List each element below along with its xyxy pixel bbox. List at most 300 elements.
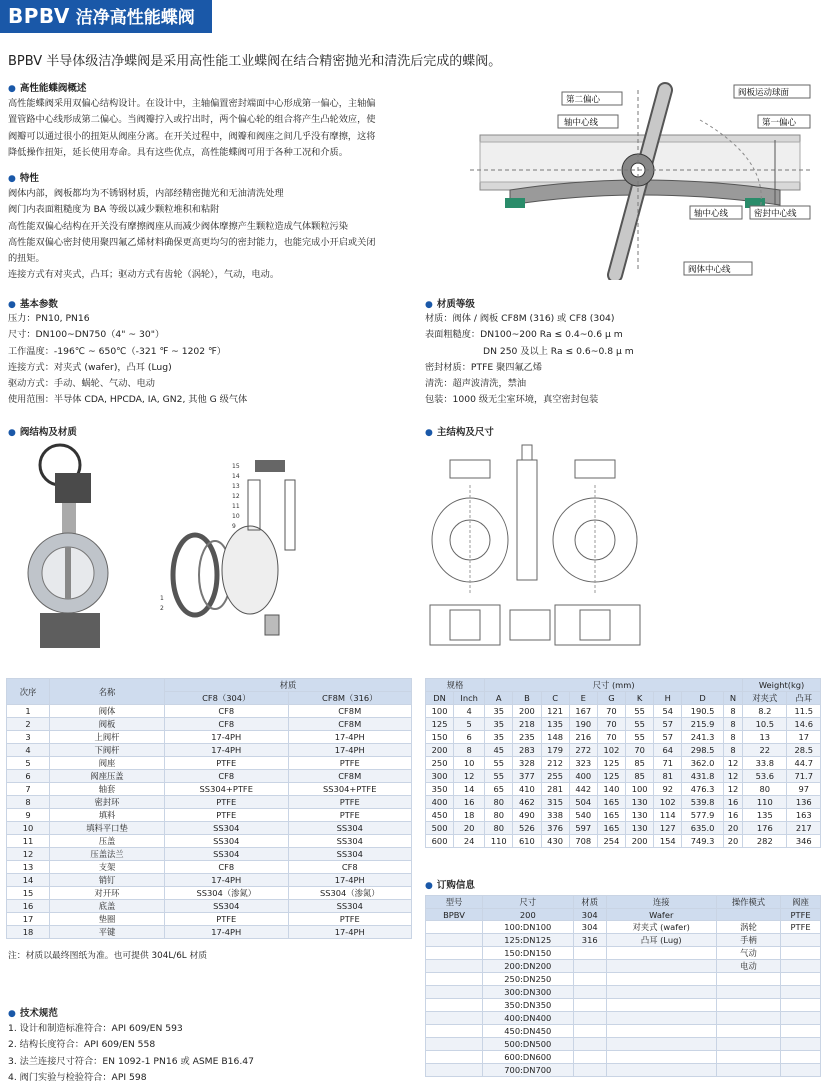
table-cell: 5 <box>454 718 485 731</box>
table-cell <box>426 1025 483 1038</box>
table-cell <box>781 999 821 1012</box>
table-cell: 490 <box>513 809 541 822</box>
table-cell: 431.8 <box>682 770 723 783</box>
table-cell: 281 <box>541 783 569 796</box>
table-cell: 700:DN700 <box>483 1064 574 1077</box>
table-cell: 14 <box>7 874 50 887</box>
table-row <box>7 874 412 887</box>
table-cell: SS304+PTFE <box>288 783 412 796</box>
table-cell: 165 <box>597 822 625 835</box>
table-cell: SS304 <box>288 835 412 848</box>
table-cell: 540 <box>569 809 597 822</box>
table-row <box>426 921 821 934</box>
table-cell: 200 <box>426 744 454 757</box>
table-cell: 350:DN350 <box>483 999 574 1012</box>
table-row <box>7 926 412 939</box>
table-cell: 17 <box>7 913 50 926</box>
table-cell: 13 <box>7 861 50 874</box>
table-cell: 338 <box>541 809 569 822</box>
table-row <box>7 731 412 744</box>
table-cell: 17-4PH <box>288 744 412 757</box>
table-row <box>426 783 821 796</box>
table-cell: 16 <box>454 796 485 809</box>
dim-col-header: 凸耳 <box>787 692 821 705</box>
table-cell: 54 <box>654 705 682 718</box>
table-cell: 对开环 <box>50 887 165 900</box>
table-cell <box>781 1038 821 1051</box>
table-cell <box>606 960 716 973</box>
table-cell: 100 <box>626 783 654 796</box>
order-heading: ● 订购信息 <box>425 877 475 891</box>
table-cell: 346 <box>787 835 821 848</box>
table-cell: 64 <box>654 744 682 757</box>
col-cf8m: CF8M（316） <box>288 692 412 705</box>
table-cell <box>426 947 483 960</box>
table-cell <box>606 1012 716 1025</box>
table-row <box>7 835 412 848</box>
table-row <box>426 973 821 986</box>
table-cell: 600 <box>426 835 454 848</box>
table-row <box>426 796 821 809</box>
table-cell: 10.5 <box>743 718 787 731</box>
table-cell: 476.3 <box>682 783 723 796</box>
table-cell: 80 <box>485 796 513 809</box>
subtitle: BPBV 半导体级洁净蝶阀是采用高性能工业蝶阀在结合精密抛光和清洗后完成的蝶阀。 <box>8 54 502 69</box>
dimension-table <box>425 678 821 848</box>
table-cell: PTFE <box>781 921 821 934</box>
table-cell: 323 <box>569 757 597 770</box>
order-table <box>425 895 821 1077</box>
table-cell <box>606 1025 716 1038</box>
table-cell: 手柄 <box>716 934 780 947</box>
table-cell: 16 <box>7 900 50 913</box>
table-cell: 130 <box>626 822 654 835</box>
table-cell: 80 <box>743 783 787 796</box>
table-cell: 125:DN125 <box>483 934 574 947</box>
overview-heading: ● 高性能蝶阀概述 <box>8 80 86 94</box>
table-cell: CF8M <box>288 770 412 783</box>
table-cell: 销钉 <box>50 874 165 887</box>
table-cell: 对夹式 (wafer) <box>606 921 716 934</box>
table-cell: 235 <box>513 731 541 744</box>
table-cell: 200 <box>626 835 654 848</box>
table-cell: 217 <box>787 822 821 835</box>
table-cell: 154 <box>654 835 682 848</box>
order-sub-header: 200 <box>483 909 574 921</box>
table-cell: 610 <box>513 835 541 848</box>
table-cell: 272 <box>569 744 597 757</box>
table-cell: 底盖 <box>50 900 165 913</box>
table-cell <box>781 973 821 986</box>
table-cell: 749.3 <box>682 835 723 848</box>
material-grade-heading: ● 材质等级 <box>425 296 475 310</box>
feature-line: 阀门内表面粗糙度为 BA 等级以减少颗粒堆积和粘附 <box>8 204 220 216</box>
table-cell: 8.2 <box>743 705 787 718</box>
table-cell: 635.0 <box>682 822 723 835</box>
table-cell: 55 <box>485 757 513 770</box>
table-cell: 阀体 <box>50 705 165 718</box>
basic-line: 工作温度：-196℃ ~ 650℃（-321 ℉ ~ 1202 ℉） <box>8 345 226 357</box>
table-cell: 密封环 <box>50 796 165 809</box>
table-cell <box>606 1051 716 1064</box>
overview-line: 置管路中心线形成第二偏心。当阀瓣拧入或拧出时，两个偏心轮的组合将产生凸轮效应，使 <box>8 114 376 126</box>
table-cell: 362.0 <box>682 757 723 770</box>
feature-line: 高性能双偏心密封使用聚四氟乙烯材料确保更高更均匀的密封能力，也能完成小开启或关闭 <box>8 236 376 248</box>
table-row <box>426 999 821 1012</box>
dim-col-header: N <box>723 692 742 705</box>
table-cell: 17-4PH <box>288 874 412 887</box>
table-cell: 504 <box>569 796 597 809</box>
table-cell: 10 <box>454 757 485 770</box>
table-cell: 垫圈 <box>50 913 165 926</box>
table-cell: 8 <box>723 731 742 744</box>
table-cell: 200 <box>513 705 541 718</box>
overview-line: 高性能蝶阀采用双偏心结构设计。在设计中，主轴偏置密封端面中心形成第一偏心，主轴偏 <box>8 98 376 109</box>
svg-text:13: 13 <box>232 483 240 490</box>
table-cell: 55 <box>626 718 654 731</box>
table-cell: PTFE <box>165 757 289 770</box>
table-row <box>7 861 412 874</box>
table-cell: 300:DN300 <box>483 986 574 999</box>
table-cell: 填料 <box>50 809 165 822</box>
table-cell: 165 <box>597 796 625 809</box>
order-col-header: 尺寸 <box>483 896 574 909</box>
table-cell: 350 <box>426 783 454 796</box>
valve-photo <box>10 443 140 653</box>
table-cell: 300 <box>426 770 454 783</box>
table-cell <box>716 1064 780 1077</box>
col-name: 名称 <box>50 679 165 705</box>
table-cell <box>426 1038 483 1051</box>
feature-line: 阀体内部，阀板都均为不锈钢材质，内部经精密抛光和无油清洗处理 <box>8 188 284 199</box>
table-cell: 55 <box>626 731 654 744</box>
table-cell: 216 <box>569 731 597 744</box>
table-row <box>7 770 412 783</box>
table-cell: 70 <box>626 744 654 757</box>
table-cell: 压盖 <box>50 835 165 848</box>
table-cell: SS304 <box>165 835 289 848</box>
table-cell: 12 <box>7 848 50 861</box>
table-cell: SS304+PTFE <box>165 783 289 796</box>
table-cell: 22 <box>743 744 787 757</box>
basic-line: 尺寸：DN100~DN750（4" ~ 30"） <box>8 329 165 341</box>
table-cell: 500:DN500 <box>483 1038 574 1051</box>
order-sub-header: BPBV <box>426 909 483 921</box>
table-row <box>426 1064 821 1077</box>
table-cell: 150:DN150 <box>483 947 574 960</box>
table-row <box>426 731 821 744</box>
table-cell: 430 <box>541 835 569 848</box>
table-cell: 100:DN100 <box>483 921 574 934</box>
table-cell: 11 <box>7 835 50 848</box>
table-cell: 190 <box>569 718 597 731</box>
table-cell <box>573 999 606 1012</box>
table-cell: 17-4PH <box>165 874 289 887</box>
table-cell: 148 <box>541 731 569 744</box>
table-cell: 255 <box>541 770 569 783</box>
table-cell: 328 <box>513 757 541 770</box>
dim-col-header: 对夹式 <box>743 692 787 705</box>
dim-col-header: G <box>597 692 625 705</box>
table-cell <box>716 1038 780 1051</box>
table-row <box>426 960 821 973</box>
table-row <box>426 770 821 783</box>
table-cell: 130 <box>626 796 654 809</box>
table-cell: 13 <box>743 731 787 744</box>
table-cell: 阀座 <box>50 757 165 770</box>
table-row <box>7 783 412 796</box>
table-cell: 539.8 <box>682 796 723 809</box>
table-row <box>7 900 412 913</box>
table-cell <box>606 1038 716 1051</box>
dim-col-header: DN <box>426 692 454 705</box>
table-cell: 130 <box>626 809 654 822</box>
table-cell: 14.6 <box>787 718 821 731</box>
table-cell: 16 <box>723 809 742 822</box>
page-title <box>0 0 212 33</box>
table-cell: 45 <box>485 744 513 757</box>
table-cell <box>573 960 606 973</box>
dim-weight-header: Weight(kg) <box>743 679 821 692</box>
col-cf8: CF8（304） <box>165 692 289 705</box>
tech-text <box>8 1021 254 1086</box>
table-cell: 压盖法兰 <box>50 848 165 861</box>
table-cell <box>573 1051 606 1064</box>
table-cell: 125 <box>426 718 454 731</box>
table-cell <box>426 921 483 934</box>
table-cell: 600:DN600 <box>483 1051 574 1064</box>
order-col-header: 型号 <box>426 896 483 909</box>
structure-heading: ● 阀结构及材质 <box>8 424 77 438</box>
table-cell: 17 <box>787 731 821 744</box>
dim-col-header: D <box>682 692 723 705</box>
dim-col-header: Inch <box>454 692 485 705</box>
table-cell: CF8M <box>288 705 412 718</box>
table-cell: 179 <box>541 744 569 757</box>
material-line: 材质：阀体 / 阀板 CF8M (316) 或 CF8 (304) <box>425 313 615 324</box>
basic-line: 压力：PN10, PN16 <box>8 313 90 324</box>
table-cell: 71 <box>654 757 682 770</box>
table-cell: SS304 <box>165 822 289 835</box>
table-cell: 8 <box>723 718 742 731</box>
table-cell: SS304 <box>165 848 289 861</box>
table-row <box>426 744 821 757</box>
table-cell: 442 <box>569 783 597 796</box>
table-cell: 176 <box>743 822 787 835</box>
material-line: 密封材质：PTFE 聚四氟乙烯 <box>425 361 543 373</box>
table-cell: 57 <box>654 731 682 744</box>
table-cell: 12 <box>723 757 742 770</box>
table-cell: 250:DN250 <box>483 973 574 986</box>
dim-col-header: H <box>654 692 682 705</box>
table-cell: 577.9 <box>682 809 723 822</box>
title-main: BPBV <box>8 4 70 28</box>
col-seq: 次序 <box>7 679 50 705</box>
table-cell <box>573 1064 606 1077</box>
exploded-view-drawing <box>160 450 310 660</box>
basic-line: 使用范围：半导体 CDA, HPCDA, IA, GN2, 其他 G 级气体 <box>8 394 248 406</box>
table-cell: 5 <box>7 757 50 770</box>
table-cell: 85 <box>626 770 654 783</box>
table-row <box>7 744 412 757</box>
table-cell: 57 <box>654 718 682 731</box>
table-cell: 20 <box>454 822 485 835</box>
table-cell: 53.6 <box>743 770 787 783</box>
table-cell: 81 <box>654 770 682 783</box>
table-cell <box>426 973 483 986</box>
table-cell: CF8 <box>165 718 289 731</box>
table-cell: 24 <box>454 835 485 848</box>
table-cell <box>716 986 780 999</box>
table-cell <box>573 1025 606 1038</box>
material-line: 清洗：超声波清洗，禁油 <box>425 378 527 390</box>
table-cell: PTFE <box>165 913 289 926</box>
table-cell: 462 <box>513 796 541 809</box>
title-rest: 洁净高性能蝶阀 <box>69 8 195 28</box>
valve-section-diagram <box>470 80 820 280</box>
tech-line: 1. 设计和制造标准符合：API 609/EN 593 <box>8 1023 183 1034</box>
order-col-header: 材质 <box>573 896 606 909</box>
order-sub-header: PTFE <box>781 909 821 921</box>
table-cell: 17-4PH <box>165 926 289 939</box>
table-cell: 电动 <box>716 960 780 973</box>
table-cell <box>781 1051 821 1064</box>
table-cell: 下阀杆 <box>50 744 165 757</box>
table-cell: 15 <box>7 887 50 900</box>
table-row <box>7 848 412 861</box>
table-cell: 298.5 <box>682 744 723 757</box>
basic-line: 连接方式：对夹式 (wafer)，凸耳 (Lug) <box>8 361 172 373</box>
table-row <box>7 913 412 926</box>
table-cell: 212 <box>541 757 569 770</box>
dim-col-header: C <box>541 692 569 705</box>
table-cell: 377 <box>513 770 541 783</box>
basic-heading: ● 基本参数 <box>8 296 58 310</box>
order-sub-header: Wafer <box>606 909 716 921</box>
table-cell: 500 <box>426 822 454 835</box>
label-second-offset: 第二偏心 <box>566 95 601 105</box>
overview-line: 阀瓣可以通过很小的扭矩从阀座分离。在开关过程中，阀瓣和阀座之间几乎没有摩擦，这将 <box>8 130 376 142</box>
table-cell <box>606 986 716 999</box>
table-cell: 85 <box>626 757 654 770</box>
order-col-header: 阀座 <box>781 896 821 909</box>
table-cell: 35 <box>485 705 513 718</box>
table-cell: 163 <box>787 809 821 822</box>
table-row <box>7 822 412 835</box>
table-cell: CF8M <box>288 718 412 731</box>
table-cell <box>426 1064 483 1077</box>
label-shaft-center-top: 轴中心线 <box>564 118 599 128</box>
table-cell: 254 <box>597 835 625 848</box>
table-cell: 708 <box>569 835 597 848</box>
table-cell: 阀座压盖 <box>50 770 165 783</box>
label-body-center: 阀体中心线 <box>688 265 731 275</box>
table-cell: 167 <box>569 705 597 718</box>
table-cell: 135 <box>541 718 569 731</box>
table-cell: 填料平口垫 <box>50 822 165 835</box>
table-cell <box>573 947 606 960</box>
table-cell: 17-4PH <box>165 744 289 757</box>
table-row <box>426 1012 821 1025</box>
order-col-header: 操作模式 <box>716 896 780 909</box>
svg-text:14: 14 <box>232 473 240 480</box>
table-cell: 215.9 <box>682 718 723 731</box>
svg-text:2: 2 <box>160 605 164 612</box>
table-cell: 65 <box>485 783 513 796</box>
table-cell: 涡轮 <box>716 921 780 934</box>
table-cell <box>606 999 716 1012</box>
material-grade-text <box>425 311 634 409</box>
table-cell: 450:DN450 <box>483 1025 574 1038</box>
table-cell: 127 <box>654 822 682 835</box>
table-cell: 526 <box>513 822 541 835</box>
tech-heading: ● 技术规范 <box>8 1005 58 1019</box>
table-cell: 17-4PH <box>288 926 412 939</box>
table-cell: PTFE <box>165 796 289 809</box>
table-cell: 97 <box>787 783 821 796</box>
features-text <box>8 186 376 284</box>
tech-line: 3. 法兰连接尺寸符合：EN 1092-1 PN16 或 ASME B16.47 <box>8 1055 254 1067</box>
svg-text:9: 9 <box>232 523 236 530</box>
table-cell: SS304（渗氮） <box>165 887 289 900</box>
table-cell: 凸耳 (Lug) <box>606 934 716 947</box>
table-cell: 12 <box>454 770 485 783</box>
table-cell: 阀板 <box>50 718 165 731</box>
table-cell: 平键 <box>50 926 165 939</box>
table-row <box>426 1025 821 1038</box>
table-cell: 150 <box>426 731 454 744</box>
table-cell: SS304 <box>288 900 412 913</box>
label-seal-center: 密封中心线 <box>754 209 797 219</box>
table-cell: CF8 <box>165 861 289 874</box>
table-cell: 283 <box>513 744 541 757</box>
table-cell: 8 <box>7 796 50 809</box>
table-row <box>7 887 412 900</box>
table-cell <box>716 1025 780 1038</box>
table-cell <box>781 1064 821 1077</box>
table-cell: 315 <box>541 796 569 809</box>
table-cell: 18 <box>454 809 485 822</box>
table-cell: 28.5 <box>787 744 821 757</box>
table-row <box>426 835 821 848</box>
table-cell <box>716 999 780 1012</box>
basic-text <box>8 311 247 409</box>
table-cell: 气动 <box>716 947 780 960</box>
dimension-drawings <box>425 440 820 675</box>
table-cell: SS304 <box>165 900 289 913</box>
table-cell: CF8 <box>288 861 412 874</box>
table-cell <box>781 934 821 947</box>
col-material: 材质 <box>165 679 412 692</box>
table-cell <box>781 960 821 973</box>
table-cell <box>426 986 483 999</box>
table-cell: 102 <box>597 744 625 757</box>
table-cell <box>426 1012 483 1025</box>
table-cell: 35 <box>485 731 513 744</box>
table-cell <box>781 986 821 999</box>
overview-line: 降低操作扭矩，延长使用寿命。具有这些优点，高性能蝶阀可用于各种工况和介质。 <box>8 146 348 158</box>
table-cell: 304 <box>573 921 606 934</box>
table-cell <box>426 999 483 1012</box>
table-cell: 8 <box>723 744 742 757</box>
table-cell: 16 <box>723 796 742 809</box>
table-cell: 12 <box>723 783 742 796</box>
label-disc-sphere: 阀板运动球面 <box>738 88 790 98</box>
table-cell: 102 <box>654 796 682 809</box>
table-cell: 8 <box>723 705 742 718</box>
table-cell: 190.5 <box>682 705 723 718</box>
features-heading: ● 特性 <box>8 170 39 184</box>
